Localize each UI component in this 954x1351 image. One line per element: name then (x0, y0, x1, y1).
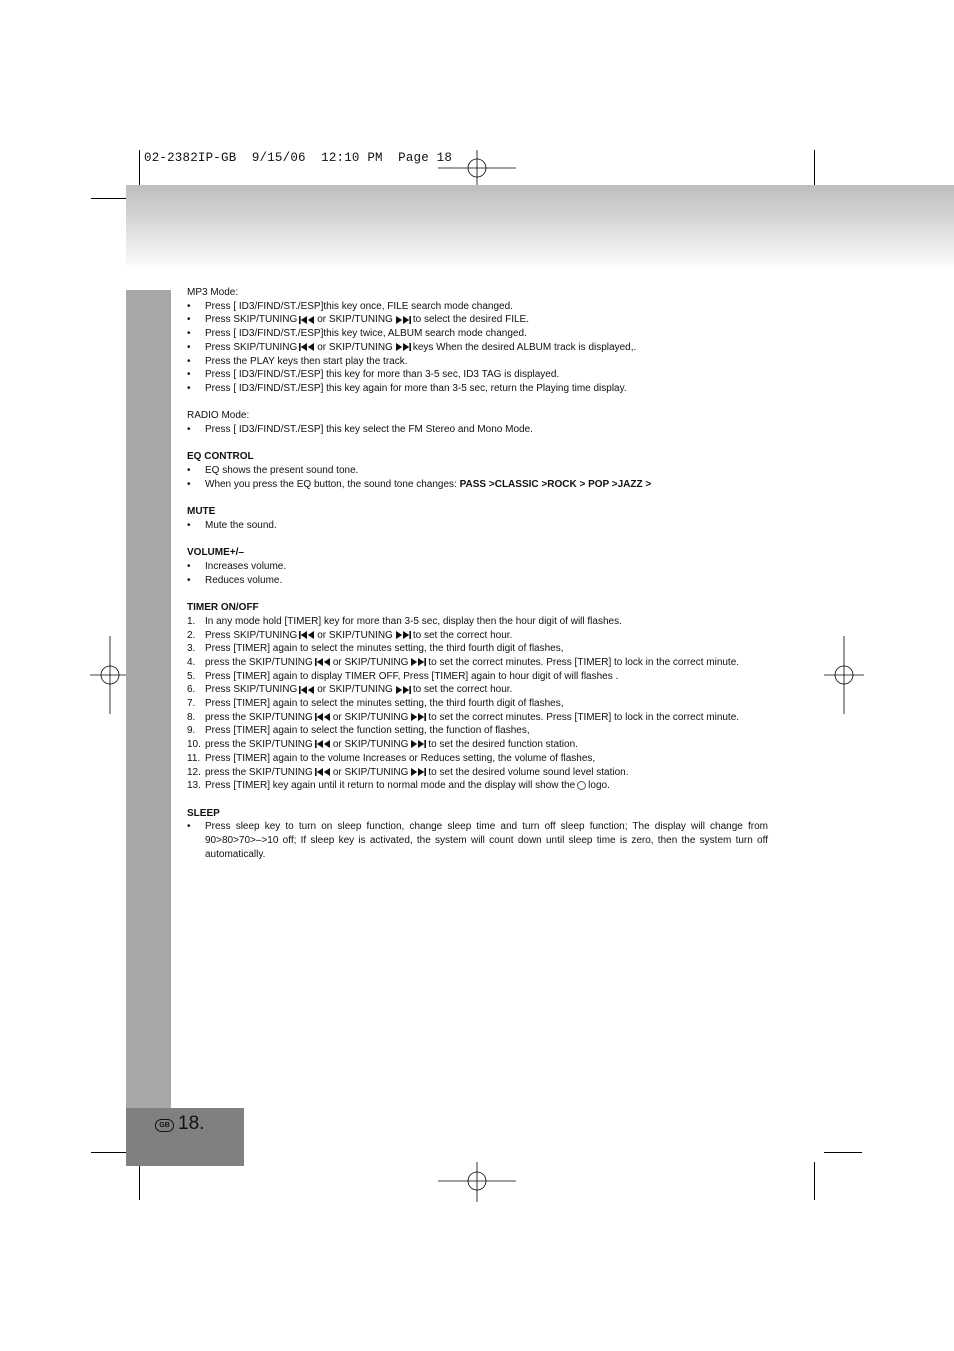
list-item: 10. press the SKIP/TUNING or SKIP/TUNING to set the desired function station. (187, 739, 578, 751)
mp3-list (187, 300, 768, 396)
item-number: 7. (187, 698, 196, 710)
crop-mark (814, 1162, 815, 1200)
skip-previous-icon (299, 343, 315, 351)
skip-next-icon (410, 713, 426, 721)
eq-sequence: PASS >CLASSIC >ROCK > POP >JAZZ > (459, 478, 652, 490)
item-number: 8. (187, 711, 196, 723)
item-number: 13. (187, 780, 201, 792)
sleep-heading: SLEEP (187, 807, 220, 819)
list-item: • Press sleep key to turn on sleep function, change sleep time and turn off sleep function; The display will change from 90>80>70>–>10 off; If sleep key is activated, the system will count down until sleep time is zero, then the system turn off automatically. (187, 821, 768, 860)
skip-next-icon (395, 316, 411, 324)
timer-heading: TIMER ON/OFF (187, 602, 259, 614)
crop-mark (91, 198, 129, 199)
item-number: 9. (187, 725, 196, 737)
registration-mark-icon (438, 1162, 516, 1202)
list-item: • Press the PLAY keys then start play the track. (187, 355, 408, 367)
skip-previous-icon (315, 658, 331, 666)
skip-previous-icon (315, 713, 331, 721)
list-item: 2. Press SKIP/TUNING or SKIP/TUNING to set the correct hour. (187, 629, 513, 641)
mute-heading: MUTE (187, 506, 216, 518)
skip-previous-icon (315, 740, 331, 748)
crop-mark (139, 1162, 140, 1200)
list-item: 9. Press [TIMER] again to select the function setting, the function of flashes, (187, 725, 530, 737)
item-number: 12. (187, 766, 201, 778)
list-item: 3. Press [TIMER] again to select the minutes setting, the third fourth digit of flashes, (187, 643, 564, 655)
skip-next-icon (410, 658, 426, 666)
skip-next-icon (395, 686, 411, 694)
crop-mark (814, 150, 815, 188)
list-item: 5. Press [TIMER] again to display TIMER OFF, Press [TIMER] again to hour digit of will flashes . (187, 670, 619, 682)
list-item: • Press [ ID3/FIND/ST./ESP] this key again for more than 3-5 sec, return the Playing time display. (187, 382, 627, 394)
manual-content (187, 286, 768, 861)
radio-mode-title: RADIO Mode: (187, 410, 250, 422)
list-item: • Press [ ID3/FIND/ST./ESP]this key twice, ALBUM search mode changed. (187, 328, 527, 340)
item-number: 4. (187, 656, 196, 668)
item-number: 5. (187, 670, 196, 682)
mp3-mode-title: MP3 Mode: (187, 287, 239, 298)
list-item: 13. Press [TIMER] key again until it return to normal mode and the display will show the logo. (187, 780, 610, 792)
list-item: • Press SKIP/TUNING or SKIP/TUNING keys When the desired ALBUM track is displayed,. (187, 341, 637, 353)
registration-mark-icon (90, 636, 130, 714)
skip-next-icon (410, 740, 426, 748)
page-number: 18. (178, 1113, 205, 1134)
item-number: 1. (187, 615, 196, 627)
list-item: • Press [ ID3/FIND/ST./ESP] this key select the FM Stereo and Mono Mode. (187, 424, 533, 436)
list-item: • Reduces volume. (187, 574, 283, 586)
list-item: • Press [ ID3/FIND/ST./ESP]this key once, FILE search mode changed. (187, 300, 513, 312)
eq-control-heading: EQ CONTROL (187, 451, 254, 463)
registration-mark-icon (438, 150, 516, 190)
list-item: 1. In any mode hold [TIMER] key for more than 3-5 sec, display then the hour digit of will flashes. (187, 615, 622, 627)
volume-heading: VOLUME+/– (187, 547, 244, 559)
registration-mark-icon (824, 636, 864, 714)
item-number: 11. (187, 752, 201, 764)
side-gray-band (126, 290, 171, 1110)
list-item: 11. Press [TIMER] again to the volume Increases or Reduces setting, the volume of flashes, (187, 752, 596, 764)
crop-mark (824, 1152, 862, 1153)
list-item: 7. Press [TIMER] again to select the minutes setting, the third fourth digit of flashes, (187, 698, 564, 710)
item-number: 10. (187, 739, 201, 751)
list-item: 12. press the SKIP/TUNING or SKIP/TUNING to set the desired volume sound level station. (187, 766, 629, 778)
list-item: • Mute the sound. (187, 519, 277, 531)
list-item: • Press SKIP/TUNING or SKIP/TUNING to select the desired FILE. (187, 314, 529, 326)
skip-previous-icon (299, 686, 315, 694)
skip-next-icon (395, 343, 411, 351)
list-item: • When you press the EQ button, the sound tone changes: PASS >CLASSIC >ROCK > POP >JAZZ > (187, 478, 652, 490)
timer-list (187, 615, 768, 793)
item-number: 3. (187, 643, 196, 655)
list-item: 4. press the SKIP/TUNING or SKIP/TUNING to set the correct minutes. Press [TIMER] to lock in the correct minute. (187, 656, 740, 668)
skip-previous-icon (299, 316, 315, 324)
skip-next-icon (395, 631, 411, 639)
crop-mark (139, 150, 140, 188)
list-item: • Increases volume. (187, 561, 287, 572)
gb-badge: GB (155, 1119, 174, 1132)
print-slug: 02-2382IP-GB 9/15/06 12:10 PM Page 18 (144, 151, 453, 165)
skip-next-icon (410, 768, 426, 776)
skip-previous-icon (299, 631, 315, 639)
list-item: 6. Press SKIP/TUNING or SKIP/TUNING to set the correct hour. (187, 684, 513, 696)
crop-mark (91, 1152, 129, 1153)
item-number: 6. (187, 684, 196, 696)
list-item: • Press [ ID3/FIND/ST./ESP] this key for more than 3-5 sec, ID3 TAG is displayed. (187, 369, 560, 381)
list-item: • EQ shows the present sound tone. (187, 465, 359, 477)
skip-previous-icon (315, 768, 331, 776)
clock-icon (577, 781, 586, 790)
list-item: 8. press the SKIP/TUNING or SKIP/TUNING to set the correct minutes. Press [TIMER] to lock in the correct minute. (187, 711, 740, 723)
item-number: 2. (187, 629, 196, 641)
header-gradient-band (126, 185, 954, 270)
